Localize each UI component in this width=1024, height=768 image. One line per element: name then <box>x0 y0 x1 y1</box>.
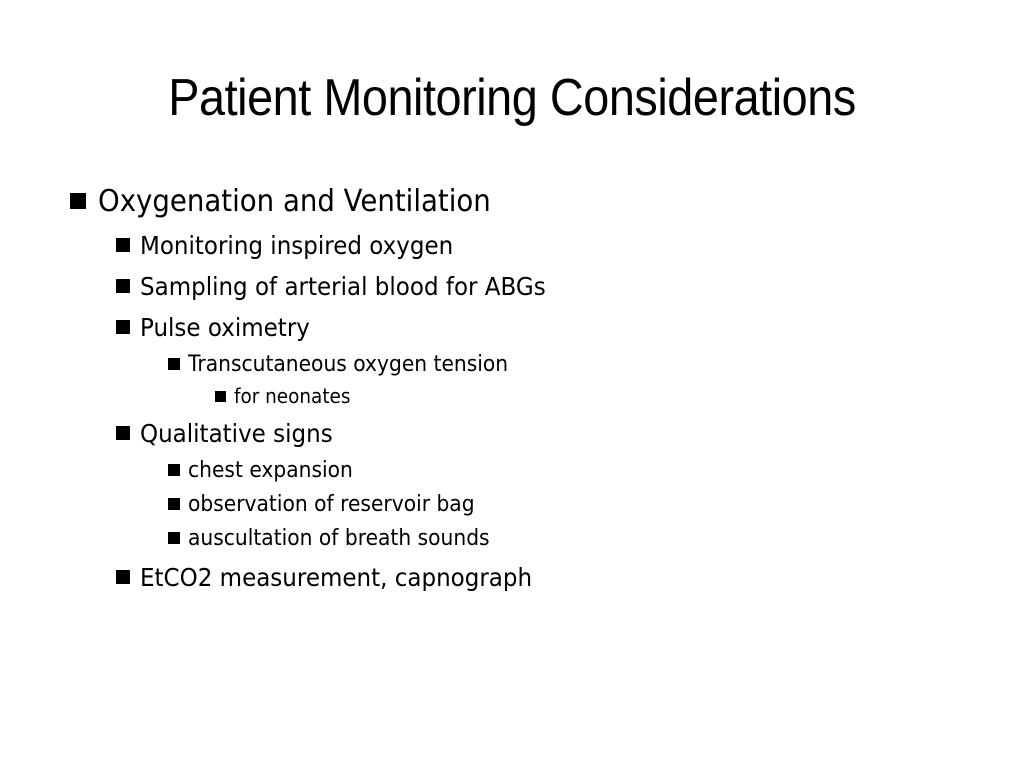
square-bullet-icon <box>116 570 130 584</box>
square-bullet-icon <box>116 279 130 293</box>
bullet-text: EtCO2 measurement, capnograph <box>140 562 533 592</box>
bullet-text: Monitoring inspired oxygen <box>140 230 454 260</box>
bullet-pulse-oximetry <box>116 310 325 344</box>
square-bullet-icon <box>215 391 226 402</box>
bullet-for-neonates <box>215 383 361 409</box>
bullet-text: observation of reservoir bag <box>188 491 475 517</box>
square-bullet-icon <box>116 238 130 252</box>
bullet-text: auscultation of breath sounds <box>188 525 490 551</box>
square-bullet-icon <box>116 320 130 334</box>
bullet-transcutaneous-oxygen-tension <box>168 349 536 379</box>
bullet-oxygenation-ventilation <box>70 181 525 221</box>
square-bullet-icon <box>70 193 86 209</box>
square-bullet-icon <box>168 358 180 370</box>
bullet-text: chest expansion <box>188 457 353 483</box>
bullet-monitoring-inspired-oxygen <box>116 228 480 262</box>
bullet-text: Oxygenation and Ventilation <box>98 183 491 219</box>
bullet-observation-reservoir-bag <box>168 489 499 519</box>
bullet-text: Qualitative signs <box>140 418 333 448</box>
bullet-text: for neonates <box>234 384 351 408</box>
slide-title: Patient Monitoring Considerations <box>168 69 856 127</box>
bullet-sampling-arterial-blood <box>116 269 581 303</box>
bullet-chest-expansion <box>168 455 367 485</box>
bullet-text: Transcutaneous oxygen tension <box>188 351 509 377</box>
square-bullet-icon <box>116 426 130 440</box>
square-bullet-icon <box>168 532 180 544</box>
square-bullet-icon <box>168 498 180 510</box>
bullet-text: Pulse oximetry <box>140 312 310 342</box>
bullet-etco2-capnograph <box>116 560 566 594</box>
square-bullet-icon <box>168 464 180 476</box>
bullet-auscultation-breath-sounds <box>168 523 516 553</box>
bullet-qualitative-signs <box>116 416 349 450</box>
bullet-text: Sampling of arterial blood for ABGs <box>140 271 546 301</box>
